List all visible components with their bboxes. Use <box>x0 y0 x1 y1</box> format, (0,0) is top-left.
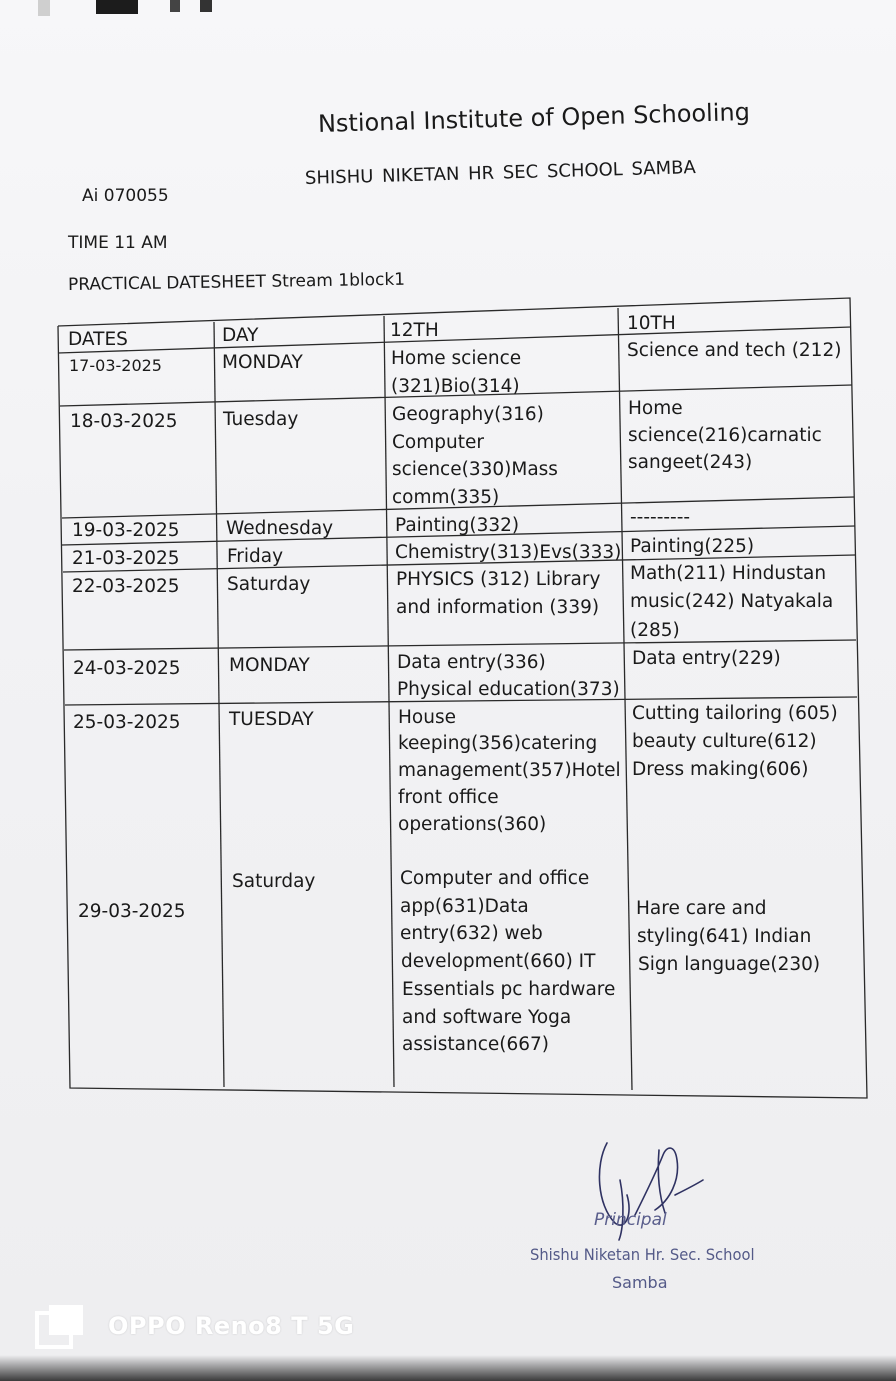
table-row-10th-line: Data entry(229) <box>632 648 781 669</box>
camera-watermark-icon <box>35 1303 85 1349</box>
table-row-10th-line: --------- <box>630 507 691 528</box>
table-row-12th-line: comm(335) <box>392 487 500 508</box>
table-row-day: Wednesday <box>226 518 334 539</box>
exam-time: TIME 11 AM <box>68 233 168 253</box>
table-row-12th-line: Painting(332) <box>395 515 520 536</box>
table-row-12th-line: development(660) IT <box>401 951 596 972</box>
table-row-10th-line: styling(641) Indian <box>637 926 812 947</box>
table-row-12th-line: Computer and office <box>400 868 590 889</box>
table-row-12th-line: management(357)Hotel <box>398 760 621 781</box>
table-row-12th-line: (321)Bio(314) <box>391 376 520 397</box>
table-row-date: 24-03-2025 <box>73 658 181 679</box>
column-header-12th: 12TH <box>390 320 439 341</box>
table-row-date: 25-03-2025 <box>73 712 181 733</box>
table-row-date: 17-03-2025 <box>69 356 162 375</box>
table-row-10th-line: Math(211) Hindustan <box>630 563 827 584</box>
datesheet-heading: PRACTICAL DATESHEET Stream 1block1 <box>67 269 406 295</box>
table-row-day: Saturday <box>227 574 311 595</box>
table-row-day: Tuesday <box>223 409 299 430</box>
school-name: SHISHU NIKETAN HR SEC SCHOOL SAMBA <box>304 157 697 189</box>
table-row-12th-line: Physical education(373) <box>397 679 620 700</box>
table-row-day: MONDAY <box>229 655 310 676</box>
table-row-12th-line: Data entry(336) <box>397 652 546 673</box>
bottom-edge-shadow <box>0 1355 896 1381</box>
table-row-12th-line: Chemistry(313)Evs(333) <box>395 542 622 563</box>
table-row-12th-line: app(631)Data <box>400 896 529 917</box>
table-row-12th-line: operations(360) <box>398 814 547 835</box>
table-row-10th-line: Sign language(230) <box>638 954 821 975</box>
column-header-day: DAY <box>222 325 259 346</box>
table-row-date: 22-03-2025 <box>72 576 180 597</box>
table-row-10th-line: (285) <box>630 620 680 641</box>
table-row-12th-line: entry(632) web <box>400 923 543 944</box>
table-row-10th-line: Dress making(606) <box>632 759 809 780</box>
table-row-10th-line: Hare care and <box>636 898 767 919</box>
table-row-10th-line: sangeet(243) <box>628 452 753 473</box>
table-row-date: 29-03-2025 <box>78 901 186 922</box>
document-title: Nstional Institute of Open Schooling <box>317 97 751 138</box>
principal-sign-word: Principal <box>594 1210 667 1230</box>
table-row-10th-line: music(242) Natyakala <box>630 591 834 612</box>
table-row-12th-line: assistance(667) <box>402 1034 550 1055</box>
table-row-12th-line: science(330)Mass <box>392 459 558 480</box>
table-row-12th-line: keeping(356)catering <box>398 733 598 754</box>
table-row-12th-line: Computer <box>392 432 484 453</box>
table-row-10th-line: Science and tech (212) <box>627 340 842 361</box>
table-row-12th-line: and information (339) <box>396 597 600 618</box>
table-row-12th-line: and software Yoga <box>402 1007 572 1028</box>
table-row-12th-line: Geography(316) <box>392 404 544 425</box>
table-row-10th-line: Painting(225) <box>630 536 755 557</box>
column-header-10th: 10TH <box>627 313 676 334</box>
table-row-date: 21-03-2025 <box>72 548 180 569</box>
table-row-12th-line: Essentials pc hardware <box>402 979 616 1000</box>
table-row-10th-line: beauty culture(612) <box>632 731 817 752</box>
table-row-10th-line: science(216)carnatic <box>628 425 822 446</box>
table-row-date: 19-03-2025 <box>72 520 180 541</box>
school-stamp-line: Shishu Niketan Hr. Sec. School <box>530 1245 755 1264</box>
column-header-dates: DATES <box>68 329 128 350</box>
school-code: Ai 070055 <box>82 186 169 206</box>
table-row-day: Friday <box>227 546 284 567</box>
table-row-day: Saturday <box>232 871 316 892</box>
table-row-10th-line: Home <box>628 398 683 419</box>
table-row-10th-line: Cutting tailoring (605) <box>632 703 838 724</box>
school-stamp-line: Samba <box>612 1273 668 1292</box>
camera-watermark-text: OPPO Reno8 T 5G <box>108 1312 355 1340</box>
table-row-12th-line: House <box>398 707 456 728</box>
table-row-day: MONDAY <box>222 352 303 373</box>
table-row-12th-line: front office <box>398 787 499 808</box>
table-row-12th-line: Home science <box>391 348 522 369</box>
table-row-day: TUESDAY <box>229 709 314 730</box>
table-row-date: 18-03-2025 <box>70 411 178 432</box>
table-row-12th-line: PHYSICS (312) Library <box>396 569 601 590</box>
